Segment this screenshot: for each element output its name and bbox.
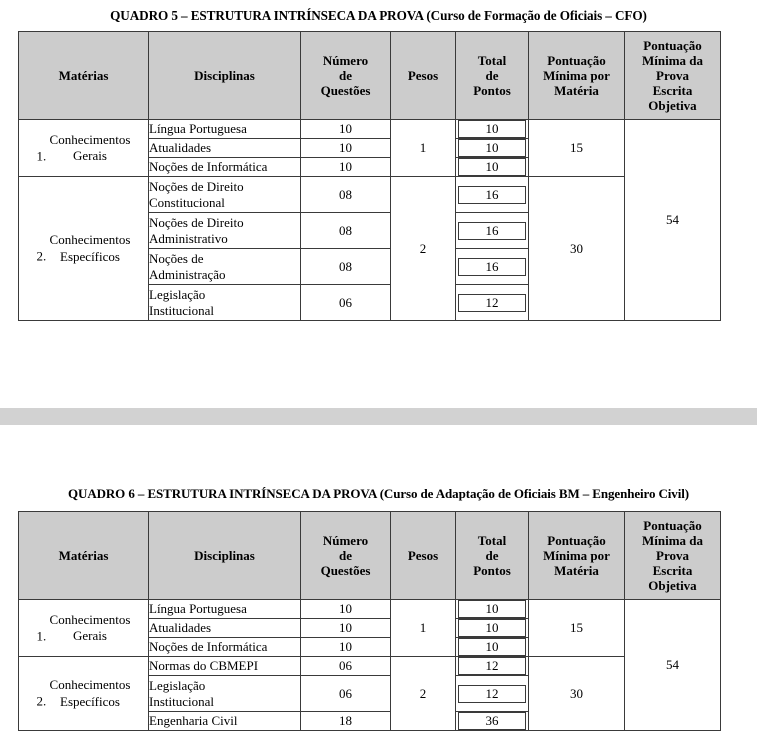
column-header-pontuacao-minima-materia bbox=[529, 512, 625, 600]
cell-questoes: 08 bbox=[301, 177, 391, 213]
quadro-5-table bbox=[18, 31, 721, 321]
materia-line: Conhecimentos bbox=[49, 677, 131, 693]
quadro-5-table-body bbox=[19, 120, 721, 321]
disciplina-line: Noções de bbox=[149, 251, 204, 267]
quadro-5-table-header bbox=[19, 32, 721, 120]
total-pontos-box: 16 bbox=[458, 222, 526, 240]
header-line: Objetiva bbox=[648, 578, 697, 594]
cell-total-pontos bbox=[456, 177, 529, 213]
disciplina-line: Legislação bbox=[149, 678, 206, 694]
header-line: Escrita bbox=[652, 83, 693, 99]
header-line: Questões bbox=[320, 563, 371, 579]
materia-line: Específicos bbox=[60, 248, 120, 264]
column-header-disciplinas: Disciplinas bbox=[149, 32, 301, 120]
cell-disciplina bbox=[149, 676, 301, 712]
cell-total-pontos bbox=[456, 712, 529, 731]
cell-disciplina: Normas do CBMEPI bbox=[149, 657, 301, 676]
materia-line: Conhecimentos bbox=[49, 131, 131, 147]
total-pontos-box: 10 bbox=[458, 120, 526, 138]
materia-line: Gerais bbox=[73, 628, 107, 643]
cell-pontuacao-minima-prova: 54 bbox=[625, 120, 721, 321]
cell-questoes: 06 bbox=[301, 285, 391, 321]
table-row bbox=[19, 120, 721, 139]
header-line: Número bbox=[322, 532, 369, 548]
cell-disciplina: Noções de Informática bbox=[149, 638, 301, 657]
header-line: de bbox=[485, 547, 499, 563]
disciplina-line: Administração bbox=[149, 266, 226, 282]
cell-peso: 1 bbox=[391, 120, 456, 177]
cell-total-pontos bbox=[456, 619, 529, 638]
table-header-row bbox=[19, 512, 721, 600]
quadro-6-title: QUADRO 6 – ESTRUTURA INTRÍNSECA DA PROVA (Curso de Adaptação de Oficiais BM – Engenheiro Civil) bbox=[68, 486, 689, 501]
column-header-pontuacao-minima-prova bbox=[625, 32, 721, 120]
column-header-numero-questoes bbox=[301, 32, 391, 120]
column-header-total-pontos bbox=[456, 32, 529, 120]
header-line: Total bbox=[477, 52, 507, 68]
materia-index: 1. bbox=[36, 628, 47, 643]
header-line: Objetiva bbox=[648, 98, 697, 114]
cell-peso: 2 bbox=[391, 657, 456, 731]
cell-total-pontos bbox=[456, 249, 529, 285]
cell-total-pontos bbox=[456, 120, 529, 139]
table-row bbox=[19, 177, 721, 213]
table-row bbox=[19, 657, 721, 676]
header-line: Prova bbox=[656, 547, 689, 563]
materia-line: Conhecimentos bbox=[49, 232, 131, 248]
header-line: Pontuação bbox=[547, 52, 606, 68]
cell-disciplina bbox=[149, 285, 301, 321]
header-line: Mínima da bbox=[641, 532, 704, 548]
cell-questoes: 10 bbox=[301, 619, 391, 638]
cell-questoes: 10 bbox=[301, 638, 391, 657]
header-line: Mínima por bbox=[543, 547, 610, 563]
column-header-numero-questoes bbox=[301, 512, 391, 600]
cell-total-pontos bbox=[456, 213, 529, 249]
column-header-materias: Matérias bbox=[19, 512, 149, 600]
cell-questoes: 10 bbox=[301, 158, 391, 177]
header-line: Mínima da bbox=[641, 52, 704, 68]
total-pontos-box: 16 bbox=[458, 258, 526, 276]
header-line: Questões bbox=[320, 83, 371, 99]
materia-label bbox=[50, 612, 131, 645]
disciplina-line: Legislação bbox=[149, 287, 206, 303]
cell-total-pontos bbox=[456, 657, 529, 676]
total-pontos-box: 36 bbox=[458, 712, 526, 730]
header-line: Pontos bbox=[473, 83, 511, 99]
disciplina-line: Noções de Direito bbox=[149, 179, 244, 195]
cell-questoes: 08 bbox=[301, 249, 391, 285]
cell-questoes: 18 bbox=[301, 712, 391, 731]
header-line: Prova bbox=[656, 67, 689, 83]
cell-total-pontos bbox=[456, 600, 529, 619]
cell-pontuacao-minima-materia: 15 bbox=[529, 120, 625, 177]
cell-disciplina: Língua Portuguesa bbox=[149, 120, 301, 139]
total-pontos-box: 10 bbox=[458, 619, 526, 637]
disciplina-line: Noções de Direito bbox=[149, 215, 244, 231]
materia-label bbox=[50, 232, 131, 265]
cell-disciplina bbox=[149, 249, 301, 285]
table-row bbox=[19, 600, 721, 619]
cell-peso: 2 bbox=[391, 177, 456, 321]
quadro-6-table-body bbox=[19, 600, 721, 731]
header-line: Pontuação bbox=[643, 517, 702, 533]
header-line: Número bbox=[322, 52, 369, 68]
cell-pontuacao-minima-materia: 30 bbox=[529, 657, 625, 731]
cell-materia bbox=[19, 600, 149, 657]
quadro-5-table-wrapper bbox=[18, 31, 720, 321]
cell-materia bbox=[19, 177, 149, 321]
header-line: de bbox=[339, 547, 352, 563]
header-line: de bbox=[339, 67, 352, 83]
materia-line: Gerais bbox=[73, 148, 107, 163]
total-pontos-box: 12 bbox=[458, 685, 526, 703]
cell-disciplina: Atualidades bbox=[149, 619, 301, 638]
cell-total-pontos bbox=[456, 139, 529, 158]
cell-disciplina: Atualidades bbox=[149, 139, 301, 158]
header-line: Mínima por bbox=[543, 67, 610, 83]
materia-index: 1. bbox=[36, 148, 47, 163]
cell-peso: 1 bbox=[391, 600, 456, 657]
materia-index: 2. bbox=[36, 693, 47, 709]
materia-index: 2. bbox=[36, 248, 47, 264]
cell-total-pontos bbox=[456, 676, 529, 712]
materia-line: Conhecimentos bbox=[49, 611, 131, 627]
cell-total-pontos bbox=[456, 638, 529, 657]
column-header-pesos: Pesos bbox=[391, 32, 456, 120]
cell-pontuacao-minima-materia: 30 bbox=[529, 177, 625, 321]
column-header-materias: Matérias bbox=[19, 32, 149, 120]
cell-disciplina: Língua Portuguesa bbox=[149, 600, 301, 619]
cell-questoes: 08 bbox=[301, 213, 391, 249]
disciplina-line: Administrativo bbox=[149, 230, 228, 246]
total-pontos-box: 10 bbox=[458, 600, 526, 618]
cell-pontuacao-minima-materia: 15 bbox=[529, 600, 625, 657]
total-pontos-box: 10 bbox=[458, 638, 526, 656]
quadro-6-table-wrapper bbox=[18, 511, 720, 731]
column-header-pesos: Pesos bbox=[391, 512, 456, 600]
column-header-pontuacao-minima-prova bbox=[625, 512, 721, 600]
header-line: Matéria bbox=[554, 83, 599, 99]
column-header-total-pontos bbox=[456, 512, 529, 600]
cell-questoes: 10 bbox=[301, 120, 391, 139]
materia-label bbox=[50, 677, 131, 710]
page-separator-band bbox=[0, 408, 757, 425]
total-pontos-box: 10 bbox=[458, 158, 526, 176]
cell-total-pontos bbox=[456, 158, 529, 177]
header-line: Pontuação bbox=[643, 37, 702, 53]
total-pontos-box: 12 bbox=[458, 657, 526, 675]
disciplina-line: Constitucional bbox=[149, 194, 225, 210]
cell-disciplina bbox=[149, 177, 301, 213]
quadro-6-table-header bbox=[19, 512, 721, 600]
total-pontos-box: 12 bbox=[458, 294, 526, 312]
header-line: Pontos bbox=[473, 563, 511, 579]
header-line: Pontuação bbox=[547, 532, 606, 548]
cell-materia bbox=[19, 120, 149, 177]
header-line: Matéria bbox=[554, 563, 599, 579]
cell-pontuacao-minima-prova: 54 bbox=[625, 600, 721, 731]
quadro-6-table bbox=[18, 511, 721, 731]
table-header-row bbox=[19, 32, 721, 120]
total-pontos-box: 10 bbox=[458, 139, 526, 157]
cell-disciplina bbox=[149, 213, 301, 249]
quadro-5-title: QUADRO 5 – ESTRUTURA INTRÍNSECA DA PROVA (Curso de Formação de Oficiais – CFO) bbox=[110, 8, 647, 23]
materia-label bbox=[50, 132, 131, 165]
cell-questoes: 06 bbox=[301, 657, 391, 676]
header-line: de bbox=[485, 67, 499, 83]
header-line: Escrita bbox=[652, 563, 693, 579]
cell-total-pontos bbox=[456, 285, 529, 321]
materia-line: Específicos bbox=[60, 693, 120, 709]
cell-materia bbox=[19, 657, 149, 731]
disciplina-line: Institucional bbox=[149, 302, 214, 318]
total-pontos-box: 16 bbox=[458, 186, 526, 204]
cell-disciplina: Noções de Informática bbox=[149, 158, 301, 177]
cell-questoes: 06 bbox=[301, 676, 391, 712]
cell-questoes: 10 bbox=[301, 139, 391, 158]
cell-disciplina: Engenharia Civil bbox=[149, 712, 301, 731]
disciplina-line: Institucional bbox=[149, 693, 214, 709]
cell-questoes: 10 bbox=[301, 600, 391, 619]
column-header-pontuacao-minima-materia bbox=[529, 32, 625, 120]
header-line: Total bbox=[477, 532, 507, 548]
column-header-disciplinas: Disciplinas bbox=[149, 512, 301, 600]
